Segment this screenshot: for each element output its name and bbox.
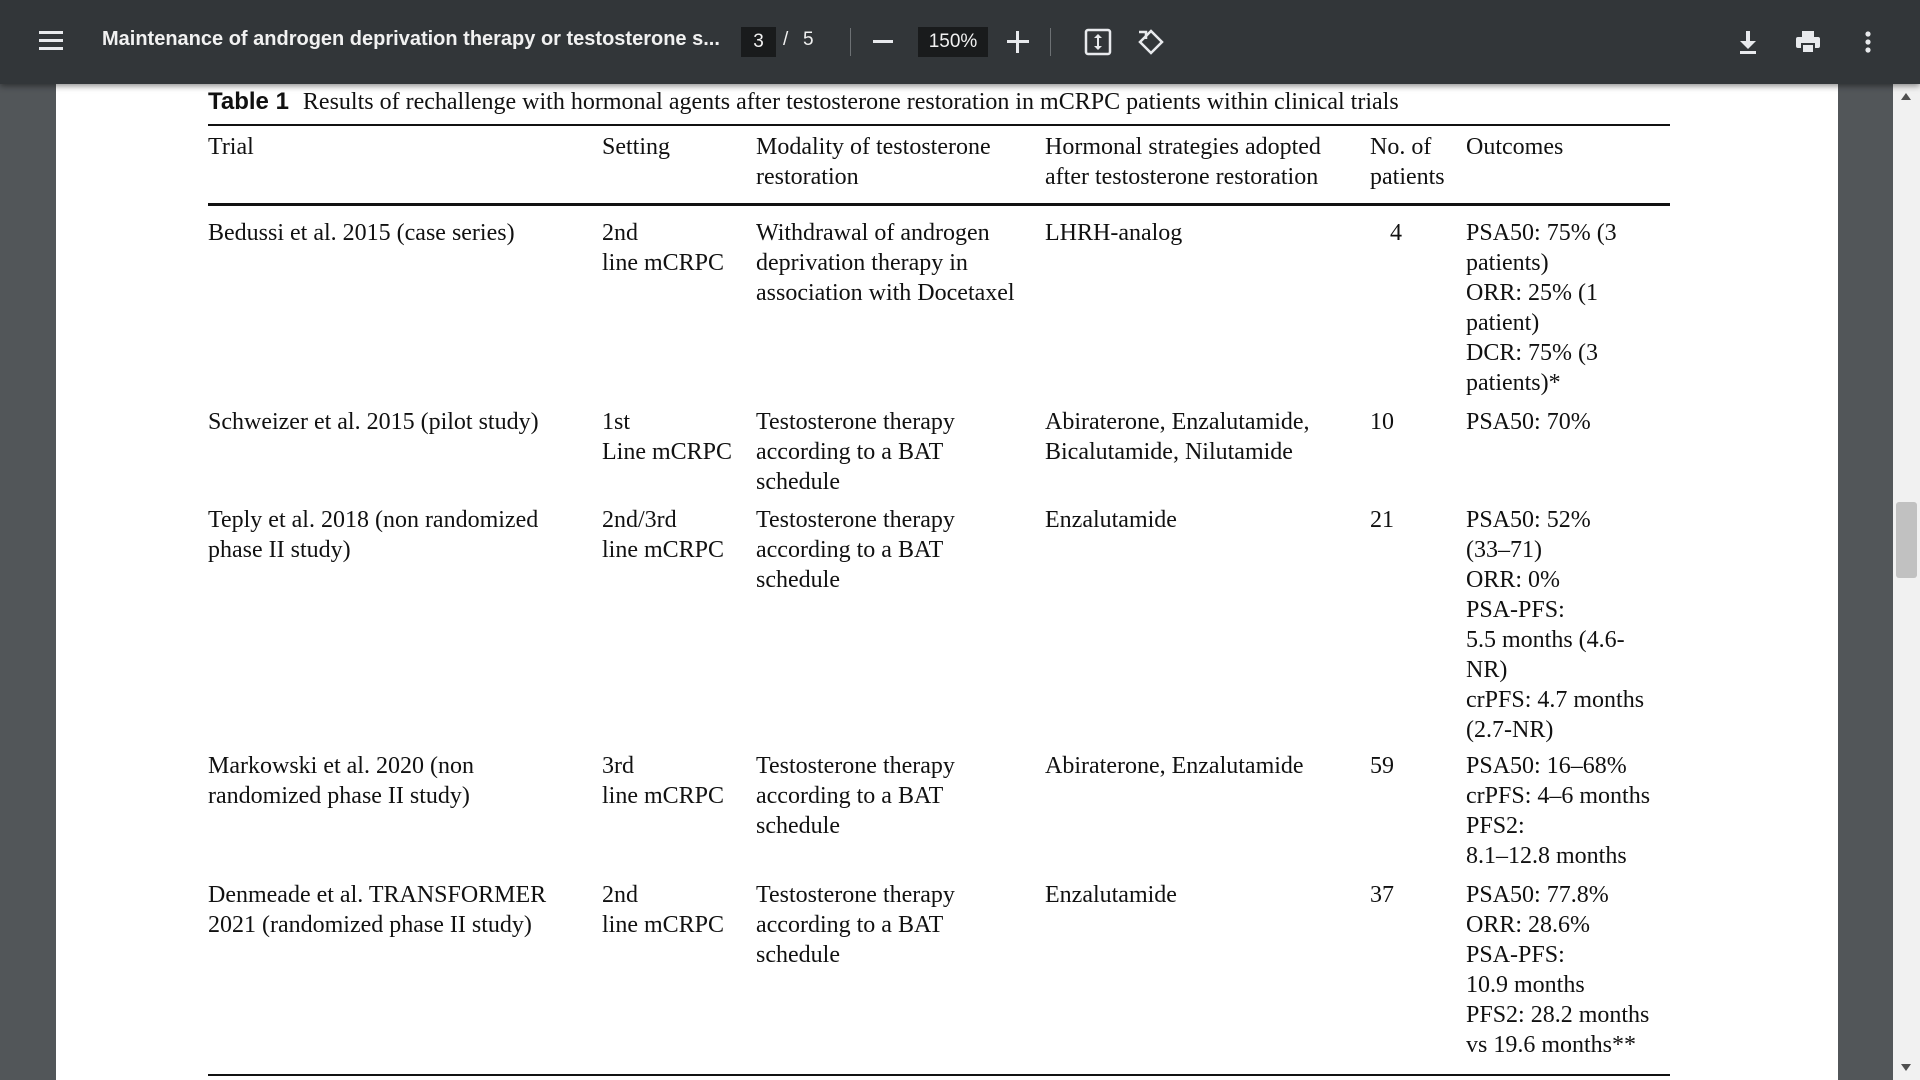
zoom-out-icon[interactable] — [873, 40, 893, 43]
page-separator: / — [783, 29, 789, 50]
zoom-level-input[interactable]: 150% — [918, 27, 988, 57]
toolbar-divider — [850, 28, 851, 56]
toolbar-divider — [1050, 28, 1051, 56]
table-cell-outcomes: PSA50: 77.8% ORR: 28.6% PSA-PFS: 10.9 months PFS2: 28.2 months vs 19.6 months** — [1466, 882, 1650, 1058]
print-icon[interactable] — [1792, 26, 1824, 58]
table-cell-trial: Bedussi et al. 2015 (case series) — [208, 220, 515, 246]
vertical-scrollbar[interactable] — [1893, 84, 1920, 1080]
table-cell-hormonal: Enzalutamide — [1045, 882, 1177, 908]
page-total: 5 — [803, 29, 814, 50]
header-hormonal: Hormonal strategies adopted after testosterone restoration — [1045, 134, 1321, 190]
table-cell-outcomes: PSA50: 16–68% crPFS: 4–6 months PFS2: 8.1–12.8 months — [1466, 753, 1651, 869]
table-cell-setting: 3rd line mCRPC — [602, 753, 725, 809]
table-cell-outcomes: PSA50: 70% — [1466, 409, 1591, 435]
table-cell-trial: Markowski et al. 2020 (non randomized phase II study) — [208, 753, 474, 809]
header-setting: Setting — [602, 134, 671, 160]
menu-icon[interactable] — [34, 24, 68, 58]
table-cell-hormonal: Abiraterone, Enzalutamide, Bicalutamide, Nilutamide — [1045, 409, 1310, 465]
pdf-page — [56, 84, 1838, 1080]
table-cell-num-patients: 10 — [1370, 409, 1394, 435]
table-cell-outcomes: PSA50: 52% (33–71) ORR: 0% PSA-PFS: 5.5 months (4.6- NR) crPFS: 4.7 months (2.7-NR) — [1466, 507, 1645, 743]
table-cell-setting: 1st Line mCRPC — [602, 409, 733, 465]
table-header-rule — [208, 203, 1670, 206]
header-num-patients: No. of patients — [1370, 134, 1445, 190]
table-cell-trial: Denmeade et al. TRANSFORMER 2021 (randomized phase II study) — [208, 882, 547, 938]
table-caption-label: Table 1 — [208, 88, 289, 115]
table-cell-setting: 2nd line mCRPC — [602, 220, 725, 276]
table-cell-num-patients: 4 — [1390, 220, 1402, 246]
scroll-down-arrow-icon[interactable] — [1901, 1064, 1911, 1071]
header-outcomes: Outcomes — [1466, 134, 1564, 160]
table-cell-modality: Withdrawal of androgen deprivation therapy in association with Docetaxel — [756, 220, 1015, 306]
table-cell-trial: Teply et al. 2018 (non randomized phase II study) — [208, 507, 539, 563]
header-modality: Modality of testosterone restoration — [756, 134, 991, 190]
table-cell-hormonal: LHRH-analog — [1045, 220, 1183, 246]
table-cell-modality: Testosterone therapy according to a BAT schedule — [756, 882, 955, 968]
download-icon[interactable] — [1732, 26, 1764, 58]
table-cell-modality: Testosterone therapy according to a BAT schedule — [756, 753, 955, 839]
table-cell-modality: Testosterone therapy according to a BAT schedule — [756, 409, 955, 495]
table-cell-trial: Schweizer et al. 2015 (pilot study) — [208, 409, 539, 435]
table-cell-setting: 2nd/3rd line mCRPC — [602, 507, 725, 563]
scrollbar-thumb[interactable] — [1896, 502, 1917, 578]
table-cell-num-patients: 21 — [1370, 507, 1394, 533]
table-cell-modality: Testosterone therapy according to a BAT schedule — [756, 507, 955, 593]
table-cell-num-patients: 37 — [1370, 882, 1394, 908]
table-cell-hormonal: Enzalutamide — [1045, 507, 1177, 533]
table-caption-text: Results of rechallenge with hormonal agents after testosterone restoration in mCRPC patients within clinical trials — [302, 89, 1399, 115]
header-trial: Trial — [208, 134, 254, 160]
table-cell-outcomes: PSA50: 75% (3 patients) ORR: 25% (1 patient) DCR: 75% (3 patients)* — [1466, 220, 1617, 396]
fit-page-icon[interactable] — [1082, 26, 1114, 58]
page-number-input[interactable]: 3 — [741, 27, 776, 57]
table-cell-num-patients: 59 — [1370, 753, 1394, 779]
scroll-up-arrow-icon[interactable] — [1901, 93, 1911, 100]
rotate-icon[interactable] — [1135, 26, 1167, 58]
table-bottom-rule — [208, 1074, 1670, 1076]
more-options-icon[interactable] — [1852, 26, 1884, 58]
table-cell-setting: 2nd line mCRPC — [602, 882, 725, 938]
zoom-in-icon[interactable] — [1006, 30, 1030, 54]
pdf-toolbar — [0, 0, 1920, 84]
table-top-rule — [208, 124, 1670, 126]
document-title: Maintenance of androgen deprivation therapy or testosterone s... — [102, 28, 720, 50]
table-cell-hormonal: Abiraterone, Enzalutamide — [1045, 753, 1304, 779]
table-caption — [208, 88, 1399, 116]
